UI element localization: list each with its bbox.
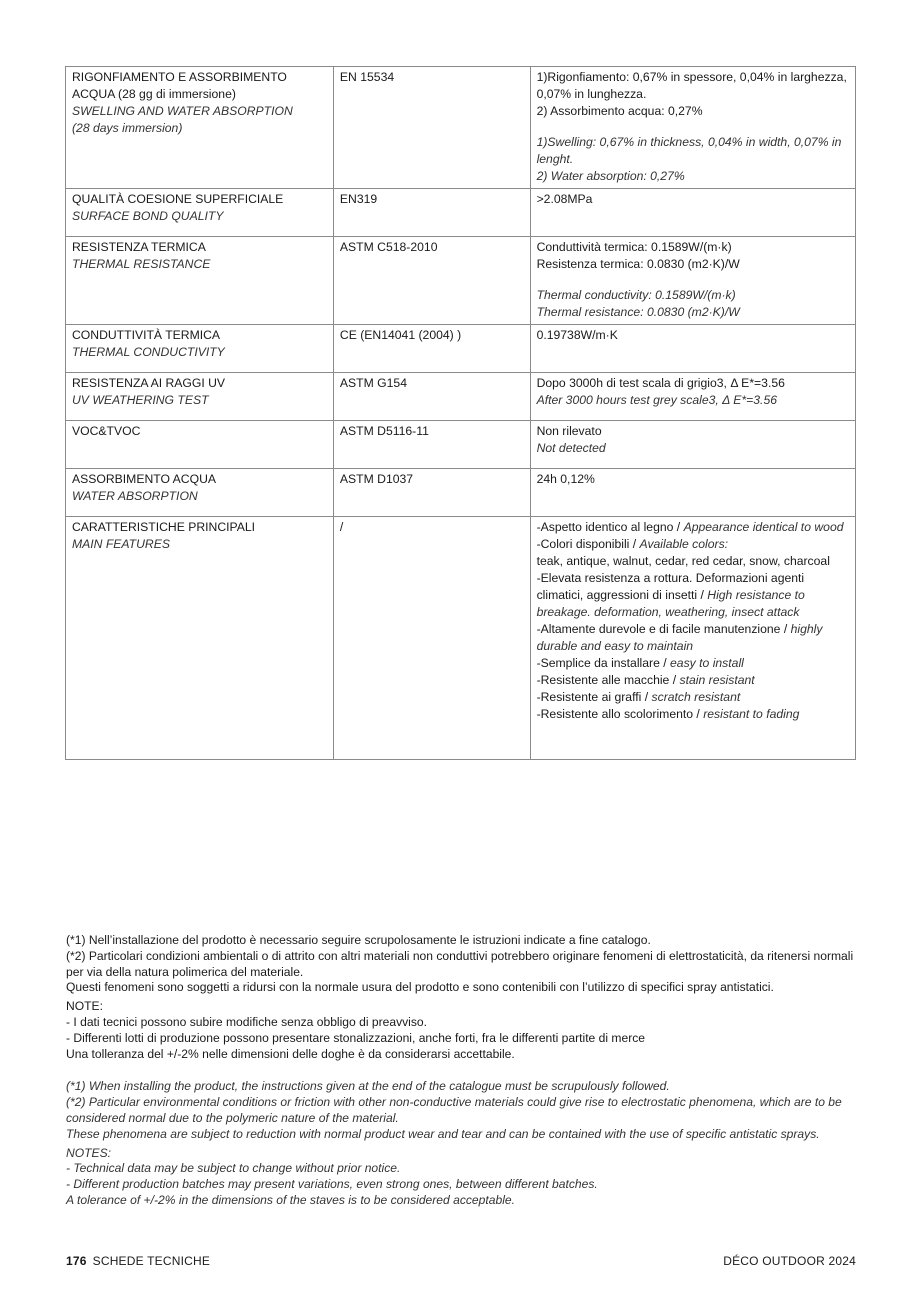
value-en: Thermal resistance: 0.0830 (m2·K)/W xyxy=(536,305,740,319)
table-row xyxy=(66,325,856,373)
property-en: UV WEATHERING TEST xyxy=(72,393,209,407)
value-it: 1)Rigonfiamento: 0,67% in spessore, 0,04% in larghezza, 0,07% in lunghezza. xyxy=(536,70,847,101)
value-cell xyxy=(530,373,855,421)
standard-cell: EN319 xyxy=(333,189,530,237)
property-it: QUALITÀ COESIONE SUPERFICIALE xyxy=(72,192,284,206)
standard-cell: ASTM C518-2010 xyxy=(333,237,530,325)
table-row xyxy=(66,469,856,517)
list-item: -Colori disponibili / Available colors: xyxy=(536,537,729,551)
list-item: -Altamente durevole e di facile manutenzione / highly durable and easy to maintain xyxy=(536,622,823,653)
value-en: 2) Water absorption: 0,27% xyxy=(536,169,685,183)
note-line-it: - I dati tecnici possono subire modifiche senza obbligo di preavviso. xyxy=(66,1014,427,1029)
footer-left xyxy=(66,1254,210,1268)
standard-cell: ASTM G154 xyxy=(333,373,530,421)
table-row xyxy=(66,237,856,325)
property-en: SURFACE BOND QUALITY xyxy=(72,209,224,223)
table-row xyxy=(66,421,856,469)
property-cell xyxy=(66,237,334,325)
notes-italian xyxy=(66,933,856,1062)
property-it: RIGONFIAMENTO E ASSORBIMENTO ACQUA (28 gg di immersione) xyxy=(72,70,287,101)
value-it: 2) Assorbimento acqua: 0,27% xyxy=(536,104,703,118)
value-it: Resistenza termica: 0.0830 (m2·K)/W xyxy=(536,257,740,271)
property-it: CARATTERISTICHE PRINCIPALI xyxy=(72,520,256,534)
standard-cell: ASTM D5116-11 xyxy=(333,421,530,469)
standard-cell: CE (EN14041 (2004) ) xyxy=(333,325,530,373)
value-en: After 3000 hours test grey scale3, Δ E*=3.56 xyxy=(536,393,778,407)
note-line-it: - Differenti lotti di produzione possono presentare stonalizzazioni, anche forti, fra le differenti partite di merce xyxy=(66,1030,646,1045)
standard-cell: / xyxy=(333,517,530,760)
property-cell xyxy=(66,421,334,469)
note-line-en: A tolerance of +/-2% in the dimensions of the staves is to be considered acceptable. xyxy=(66,1192,515,1207)
value-cell xyxy=(530,189,855,237)
property-cell xyxy=(66,67,334,189)
note-line-it: Una tolleranza del +/-2% nelle dimensioni delle doghe è da considerarsi accettabile. xyxy=(66,1046,515,1061)
property-cell xyxy=(66,469,334,517)
property-cell xyxy=(66,373,334,421)
footnote-3-it: Questi fenomeni sono soggetti a ridursi con la normale usura del prodotto e sono contenibili con l’utilizzo di specifici spray antistatici. xyxy=(66,980,774,995)
list-item: -Elevata resistenza a rottura. Deformazioni agenti climatici, aggressioni di insetti / High resistance to breakage. deformation, weathering, insect attack xyxy=(536,571,805,619)
standard-cell: ASTM D1037 xyxy=(333,469,530,517)
property-en: SWELLING AND WATER ABSORPTION (28 days immersion) xyxy=(72,104,293,135)
list-item: -Resistente allo scolorimento / resistant to fading xyxy=(536,707,800,721)
property-it: VOC&TVOC xyxy=(72,424,141,438)
note-line-en: - Technical data may be subject to change without prior notice. xyxy=(66,1161,401,1176)
footnote-1-en: (*1) When installing the product, the instructions given at the end of the catalogue must be scrupulously followed. xyxy=(66,1079,670,1094)
list-item: teak, antique, walnut, cedar, red cedar, snow, charcoal xyxy=(536,554,830,568)
list-item: -Semplice da installare / easy to install xyxy=(536,656,744,670)
value-en: 1)Swelling: 0,67% in thickness, 0,04% in width, 0,07% in lenght. xyxy=(536,135,842,166)
value-it: >2.08MPa xyxy=(536,192,593,206)
value-it: Dopo 3000h di test scala di grigio3, Δ E*=3.56 xyxy=(536,376,785,390)
standard-cell: EN 15534 xyxy=(333,67,530,189)
value-it: 0.19738W/m·K xyxy=(536,328,618,342)
property-it: RESISTENZA AI RAGGI UV xyxy=(72,376,226,390)
value-it: Non rilevato xyxy=(536,424,602,438)
features-list xyxy=(530,517,855,760)
property-cell xyxy=(66,189,334,237)
property-en: MAIN FEATURES xyxy=(72,537,170,551)
page-number: 176 xyxy=(66,1254,87,1268)
value-it: 24h 0,12% xyxy=(536,472,595,486)
table-row xyxy=(66,67,856,189)
note-line-en: - Different production batches may present variations, even strong ones, between different batches. xyxy=(66,1177,598,1192)
footnote-1-it: (*1) Nell’installazione del prodotto è necessario seguire scrupolosamente le istruzioni indicate a fine catalogo. xyxy=(66,933,651,947)
value-en: Not detected xyxy=(536,441,606,455)
property-it: CONDUTTIVITÀ TERMICA xyxy=(72,328,221,342)
table-row xyxy=(66,517,856,760)
list-item: -Resistente ai graffi / scratch resistant xyxy=(536,690,741,704)
technical-specs-table xyxy=(65,66,856,760)
page-footer xyxy=(66,1254,856,1270)
value-cell xyxy=(530,237,855,325)
note-heading-it: NOTE: xyxy=(66,999,103,1014)
value-en: Thermal conductivity: 0.1589W/(m·k) xyxy=(536,288,736,302)
footnote-2-it: (*2) Particolari condizioni ambientali o di attrito con altri materiali non conduttivi potrebbero originare fenomeni di elettrostaticità, da ritenersi normali per via della natura polimerica del materiale. xyxy=(66,948,854,979)
footnotes xyxy=(66,933,856,1209)
property-it: RESISTENZA TERMICA xyxy=(72,240,206,254)
property-cell xyxy=(66,325,334,373)
property-it: ASSORBIMENTO ACQUA xyxy=(72,472,217,486)
section-title: SCHEDE TECNICHE xyxy=(92,1254,211,1268)
footnote-3-en: These phenomena are subject to reduction with normal product wear and tear and can be contained with the use of specific antistatic sprays. xyxy=(66,1126,820,1141)
list-item: -Resistente alle macchie / stain resistant xyxy=(536,673,755,687)
value-cell xyxy=(530,325,855,373)
property-en: THERMAL RESISTANCE xyxy=(72,257,211,271)
value-cell xyxy=(530,421,855,469)
value-it: Conduttività termica: 0.1589W/(m·k) xyxy=(536,240,732,254)
property-en: THERMAL CONDUCTIVITY xyxy=(72,345,225,359)
value-cell xyxy=(530,469,855,517)
catalogue-title: DÉCO OUTDOOR 2024 xyxy=(723,1254,856,1268)
table-row xyxy=(66,373,856,421)
note-heading-en: NOTES: xyxy=(66,1145,112,1160)
notes-english xyxy=(66,1079,856,1208)
value-cell xyxy=(530,67,855,189)
property-en: WATER ABSORPTION xyxy=(72,489,198,503)
list-item: -Aspetto identico al legno / Appearance identical to wood xyxy=(536,520,844,534)
footnote-2-en: (*2) Particular environmental conditions or friction with other non-conductive materials could give rise to electrostatic phenomena, which are to be considered normal due to the polymeric nature of the material. xyxy=(66,1095,842,1125)
property-cell xyxy=(66,517,334,760)
table-row xyxy=(66,189,856,237)
